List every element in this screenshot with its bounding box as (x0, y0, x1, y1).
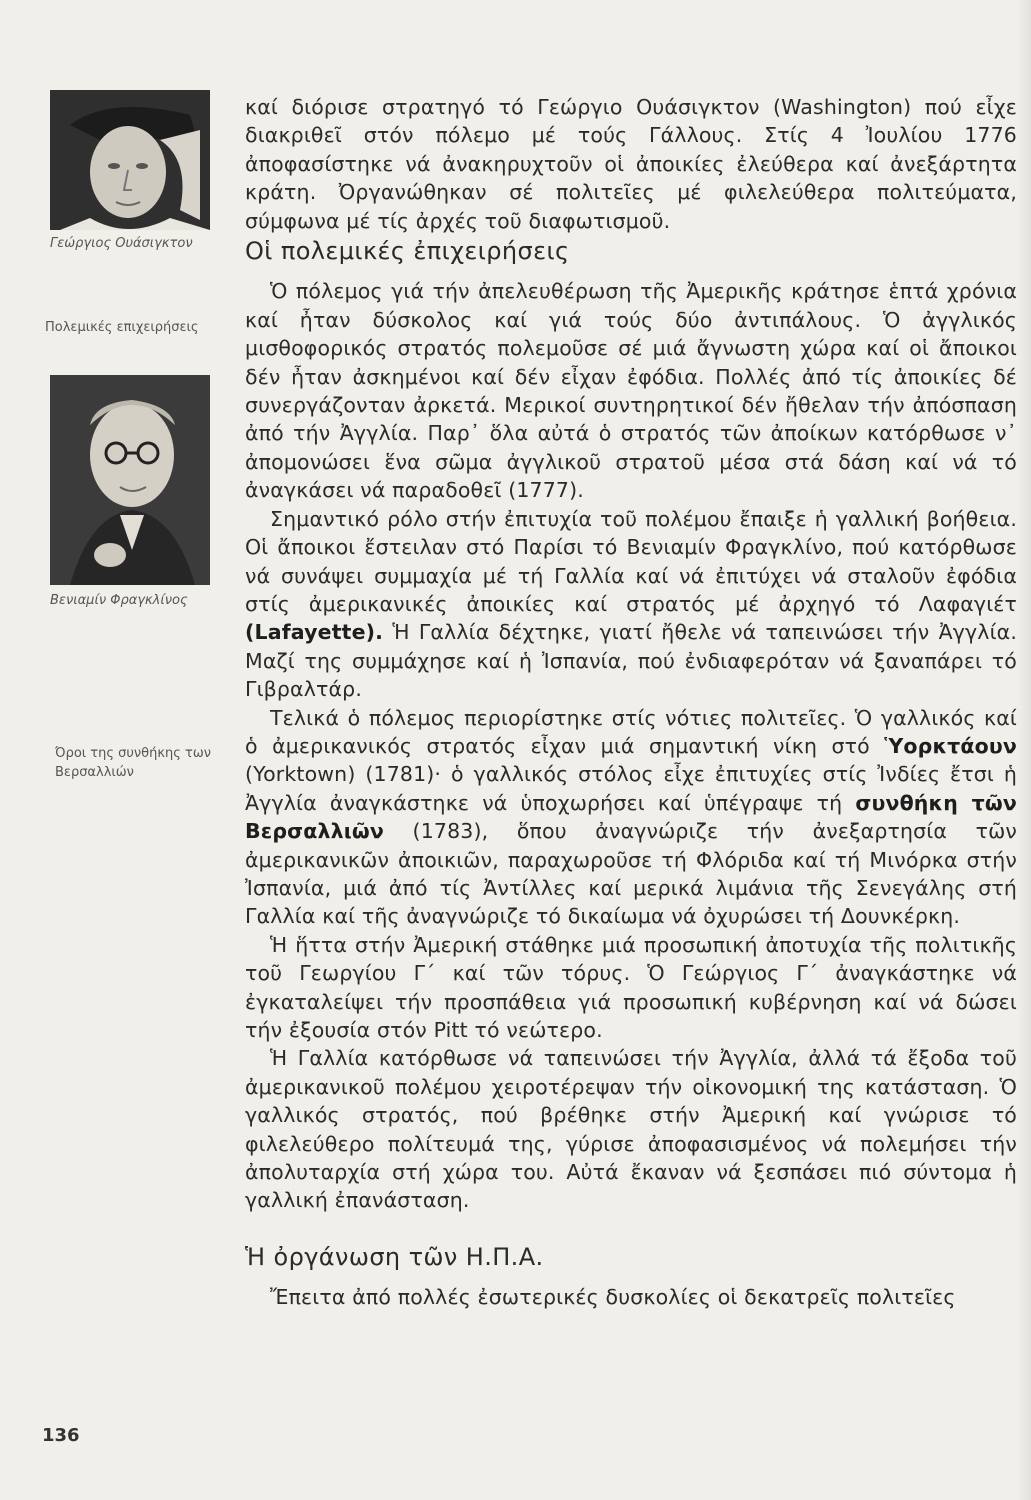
washington-portrait (50, 90, 210, 230)
lafayette-bold: (Lafayette). (245, 620, 384, 645)
yorktown-bold: Ὑορκτάουν (884, 733, 1017, 758)
paragraph-3 (245, 505, 1017, 704)
franklin-caption: Βενιαμίν Φραγκλίνος (50, 593, 188, 608)
paragraph-2: Ὁ πόλεμος γιά τήν ἀπελευθέρωση τῆς Ἀμερικῆς κράτησε ἑπτά χρόνια καί ἦταν δύσκολος καί γιά τούς δύο ἀντιπάλους. Ὁ ἀγγλικός μισθοφορικός στρατός πολεμοῦσε σέ μιά ἄγνωστη χώρα καί οἱ ἄποικοι δέν ἦταν ἀσκημένοι καί δέν εἶχαν ἐφόδια. Πολλές ἀπό τίς ἀποικίες δέ συνεργάζονταν ἀρκετά. Μερικοί συντηρητικοί δέν ἤθελαν τήν ἀπόσπαση ἀπό τήν Ἀγγλία. Παρ᾽ ὅλα αὐτά ὁ στρατός τῶν ἀποίκων κατόρθωσε ν᾽ ἀπομονώσει ἕνα σῶμα ἀγγλικοῦ στρατοῦ μέσα στά δάση καί νά τό ἀναγκάσει νά παραδοθεῖ (1777). (245, 279, 1017, 503)
washington-caption: Γεώργιος Ουάσιγκτον (50, 236, 193, 251)
p3-text-c: Ἡ Γαλλία δέχτηκε, γιατί ἤθελε νά ταπεινώσει τήν Ἀγγλία. Μαζί της συμμάχησε καί ἡ Ἰσπανία, πού ἐνδιαφερόταν νά ξαναπάρει τό Γιβραλτάρ. (245, 620, 1017, 702)
section-title-operations: Οἱ πολεμικές ἐπιχειρήσεις (245, 237, 570, 266)
treaty-bold: συνθήκη τῶν Βερσαλλιῶν (245, 790, 1017, 844)
p3-text-a: Σημαντικό ρόλο στήν ἐπιτυχία τοῦ πολέμου ἔπαιξε ἡ γαλλική βοήθεια. Οἱ ἄποικοι ἔστειλαν στό Παρίσι τό Βενιαμίν Φραγκλίνο, πού κατόρθωσε νά συνάψει συμμαχία μέ τή Γαλλία καί νά ἐπιτύχει νά σταλοῦν ἐφόδια στίς ἀμερικανικές ἀποικίες καί στρατός μέ ἀρχηγό τό Λαφαγιέτ (245, 506, 1017, 616)
main-text-column (245, 93, 1017, 1312)
paragraph-1: καί διόρισε στρατηγό τό Γεώργιο Ουάσιγκτον (Washington) πού εἶχε διακριθεῖ στόν πόλεμο μέ τούς Γάλλους. Στίς 4 Ἰουλίου 1776 ἀποφασίστηκε νά ἀνακηρυχτοῦν οἱ ἀποικίες ἐλεύθερα καί ἀνεξάρτητα κράτη. Ὀργανώθηκαν σέ πολιτεῖες μέ φιλελεύθερα πολιτεύματα, σύμφωνα μέ τίς ἀρχές τοῦ διαφωτισμοῦ. (245, 95, 1017, 233)
p4-text-c: (Yorktown) (1781)· ὁ γαλλικός στόλος εἶχε ἐπιτυχίες στίς Ἰνδίες ἔτσι ἡ Ἀγγλία ἀναγκάστηκε νά ὑποχωρήσει καί ὑπέγραψε τή (245, 762, 1017, 815)
page-edge-shadow (1017, 0, 1031, 1500)
paragraph-4 (245, 704, 1017, 931)
page-number: 136 (42, 1425, 80, 1446)
paragraph-6: Ἡ Γαλλία κατόρθωσε νά ταπεινώσει τήν Ἀγγλία, ἀλλά τά ἔξοδα τοῦ ἀμερικανικοῦ πολέμου χειροτέρεψαν τήν οἰκονομική της κατάσταση. Ὁ γαλλικός στρατός, πού βρέθηκε στήν Ἀμερική καί γνώρισε τό φιλελεύθερο πολίτευμά της, γύρισε ἀποφασισμένος νά πολεμήσει τήν ἀπολυταρχία στή χώρα του. Αὐτά ἔκαναν νά ξεσπάσει πιό σύντομα ἡ γαλλική ἐπανάσταση. (245, 1046, 1017, 1213)
franklin-portrait (50, 375, 210, 585)
paragraph-7: Ἔπειτα ἀπό πολλές ἐσωτερικές δυσκολίες οἱ δεκατρεῖς πολιτεῖες (270, 1285, 956, 1310)
section-title-organization: Ἡ ὀργάνωση τῶν Η.Π.Α. (245, 1242, 544, 1271)
p4-text-a: Τελικά ὁ πόλεμος περιορίστηκε στίς νότιες πολιτεῖες. Ὁ γαλλικός καί ὁ ἀμερικανικός στρατός εἶχαν μιά σημαντική νίκη στό (245, 705, 1017, 758)
treaty-side-label: Όροι της συνθήκης των Βερσαλλιών (55, 746, 211, 780)
paragraph-5: Ἡ ἥττα στήν Ἀμερική στάθηκε μιά προσωπική ἀποτυχία τῆς πολιτικῆς τοῦ Γεωργίου Γ΄ καί τῶν τόρυς. Ὁ Γεώργιος Γ΄ ἀναγκάστηκε νά ἐγκαταλείψει τήν προσπάθεια γιά προσωπική κυβέρνηση καί νά δώσει τήν ἐξουσία στόν Pitt τό νεώτερο. (245, 932, 1017, 1042)
p4-text-e: (1783), ὅπου ἀναγνώριζε τήν ἀνεξαρτησία τῶν ἀμερικανικῶν ἀποικιῶν, παραχωροῦσε τή Φλόριδα καί τή Μινόρκα στήν Ἰσπανία, μιά ἀπό τίς Ἀντίλλες καί μερικά λιμάνια τῆς Σενεγάλης στή Γαλλία καί τῆς ἀναγνώριζε τό δικαίωμα νά ὀχυρώσει τή Δουνκέρκη. (245, 819, 1017, 929)
operations-side-label: Πολεμικές επιχειρήσεις (45, 320, 199, 335)
